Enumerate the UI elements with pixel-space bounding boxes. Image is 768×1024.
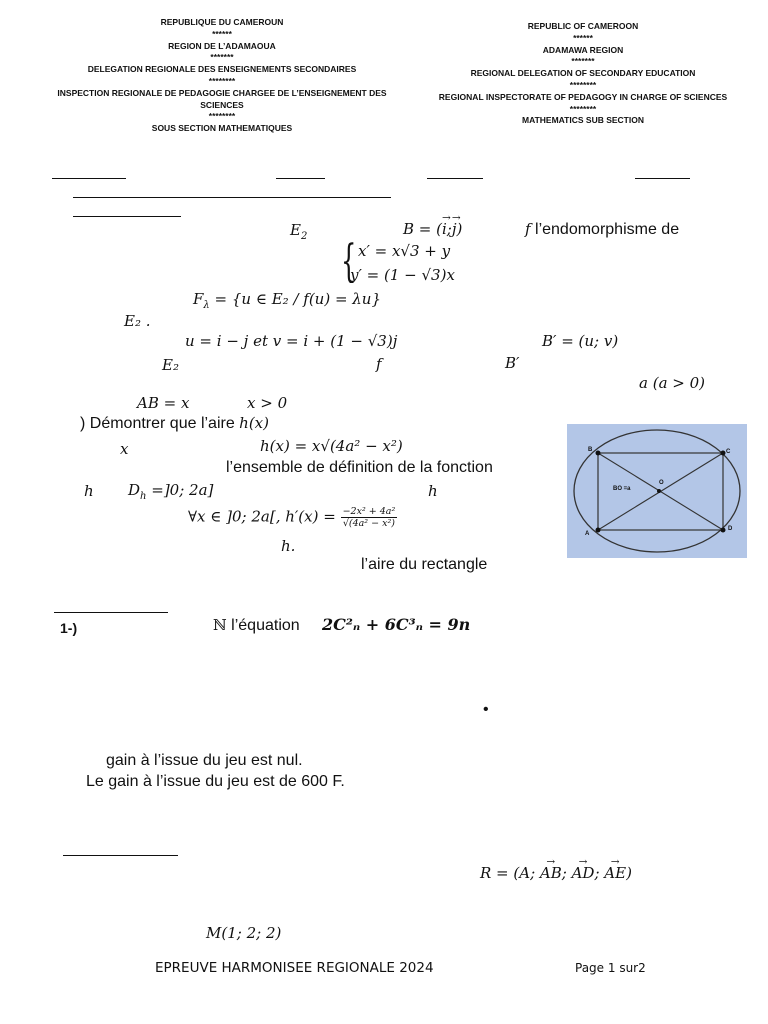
header-en-line: REPUBLIC OF CAMEROON bbox=[527, 21, 639, 31]
endomorphism-text: l’endomorphisme de bbox=[530, 221, 680, 238]
header-fr-line: REGION DE L’ADAMAOUA bbox=[168, 40, 276, 51]
header-french bbox=[52, 17, 392, 135]
gain-600-text: Le gain à l’issue du jeu est de 600 F. bbox=[86, 773, 345, 790]
basis-separator: ; bbox=[446, 220, 452, 238]
f-lambda-set: = {u ∈ E₂ / f(u) = λu} bbox=[209, 290, 381, 308]
header-fr-line: REPUBLIQUE DU CAMEROUN bbox=[160, 17, 284, 27]
e2-symbol: E bbox=[290, 221, 301, 239]
aire-rectangle-text: l’aire du rectangle bbox=[361, 556, 488, 573]
basis-close: ) bbox=[456, 220, 463, 238]
section-underline bbox=[63, 855, 178, 856]
dh-symbol: D bbox=[128, 481, 141, 499]
fraction-denominator: √(4a² − x²) bbox=[342, 518, 395, 529]
header-en-line: ****** bbox=[573, 32, 593, 43]
point-b bbox=[596, 451, 601, 456]
gain-nul-text: gain à l’issue du jeu est nul. bbox=[106, 752, 303, 769]
point-a bbox=[596, 528, 601, 533]
domain-dh bbox=[128, 481, 213, 502]
header-fr-line: DELEGATION REGIONALE DES ENSEIGNEMENTS SECONDAIRES bbox=[87, 64, 357, 75]
equation-line bbox=[213, 616, 300, 635]
blank-line bbox=[276, 178, 325, 179]
x-variable: x bbox=[120, 440, 129, 458]
system-line-1: x′ = x√3 + y bbox=[358, 242, 451, 260]
vectors-uv: u = i − j et v = i + (1 − √3)j bbox=[185, 332, 398, 350]
fraction-numerator: −2x² + 4a² bbox=[342, 506, 396, 517]
blank-line bbox=[73, 197, 391, 198]
system-line-2: y′ = (1 − √3)x bbox=[350, 266, 455, 284]
blank-line bbox=[635, 178, 690, 179]
endomorphism-line bbox=[525, 220, 679, 239]
f-lambda-symbol: F bbox=[193, 290, 204, 308]
label-d: D bbox=[728, 526, 733, 532]
forall-text: ∀x ∈ ]0; 2a[, h′(x) = bbox=[188, 507, 341, 526]
label-bo: BO =a bbox=[613, 486, 631, 492]
blank-line bbox=[52, 178, 126, 179]
repere: R = (A; → AB; → AD; → AE) bbox=[480, 864, 632, 882]
page-number: Page 1 sur2 bbox=[575, 961, 646, 975]
header-fr-line: INSPECTION REGIONALE DE PEDAGOGIE CHARGEE DE L’ENSEIGNEMENT DES bbox=[57, 87, 387, 98]
header-en-line: ADAMAWA REGION bbox=[542, 44, 624, 55]
aire-intro-text: ) Démontrer que l’aire bbox=[80, 415, 240, 432]
f-symbol: f bbox=[525, 220, 531, 238]
label-b: B bbox=[588, 447, 593, 453]
f-again: f bbox=[376, 355, 382, 373]
e2-dot: E₂ . bbox=[124, 312, 151, 330]
vector-j: → j bbox=[452, 220, 457, 238]
e2-sub: 2 bbox=[300, 231, 308, 242]
header-en-line: REGIONAL INSPECTORATE OF PEDAGOGY IN CHARGE OF SCIENCES bbox=[438, 91, 728, 102]
section-underline bbox=[73, 216, 181, 217]
bullet: • bbox=[483, 701, 489, 718]
figure-svg bbox=[567, 424, 747, 558]
h-symbol: h bbox=[84, 482, 94, 500]
label-c: C bbox=[726, 449, 731, 455]
domain-text: l’ensemble de définition de la fonction bbox=[226, 459, 493, 476]
point-c bbox=[721, 451, 726, 456]
blank-line bbox=[427, 178, 483, 179]
question-number: 1-) bbox=[60, 620, 78, 636]
aire-intro bbox=[80, 414, 269, 433]
header-fr-line: ******* bbox=[210, 52, 234, 63]
equation-text: l’équation bbox=[226, 617, 300, 634]
header-en-line: REGIONAL DELEGATION OF SECONDARY EDUCATION bbox=[470, 68, 696, 79]
header-fr-line: SCIENCES bbox=[200, 99, 244, 110]
ab-definition: AB = x bbox=[137, 394, 190, 412]
h-dot: h. bbox=[281, 537, 296, 555]
space-e2 bbox=[290, 221, 307, 242]
e2-again: E₂ bbox=[162, 356, 179, 374]
system-brace: { bbox=[341, 236, 357, 287]
point-m: M(1; 2; 2) bbox=[206, 924, 282, 942]
dh-value: =]0; 2a] bbox=[146, 481, 214, 499]
section-underline bbox=[54, 612, 168, 613]
header-fr-line: ******** bbox=[208, 75, 236, 86]
label-a: A bbox=[585, 531, 590, 537]
point-o bbox=[657, 489, 661, 493]
vector-ad: → AD bbox=[572, 864, 595, 882]
h-definition: h(x) = x√(4a² − x²) bbox=[260, 437, 403, 455]
basis-open: B = ( bbox=[403, 220, 442, 238]
rectangle-circle-figure bbox=[567, 424, 747, 558]
derivative-line bbox=[188, 506, 397, 529]
b-prime-short: B′ bbox=[505, 354, 520, 372]
header-en-line: MATHEMATICS SUB SECTION bbox=[522, 115, 644, 126]
natural-set: ℕ bbox=[213, 616, 227, 634]
footer-title: EPREUVE HARMONISEE REGIONALE 2024 bbox=[155, 960, 434, 976]
header-en-line: ******** bbox=[569, 79, 597, 90]
vector-ae: → AE bbox=[604, 864, 626, 882]
header-fr-line: SOUS SECTION MATHEMATIQUES bbox=[151, 123, 293, 134]
header-fr-line: ******** bbox=[208, 111, 236, 122]
x-positive: x > 0 bbox=[247, 394, 288, 412]
header-en-line: ******* bbox=[571, 56, 595, 67]
dh-sub: h bbox=[140, 491, 147, 502]
header-en-line: ******** bbox=[569, 103, 597, 114]
h-symbol: h bbox=[428, 482, 438, 500]
basis-b-prime: B′ = (u; v) bbox=[542, 332, 619, 350]
basis-b bbox=[403, 220, 462, 238]
a-condition: a (a > 0) bbox=[639, 374, 706, 392]
vector-i: → i bbox=[442, 220, 447, 238]
header-english bbox=[433, 21, 733, 127]
vector-ab: → AB bbox=[540, 864, 562, 882]
label-o: O bbox=[659, 480, 664, 486]
point-d bbox=[721, 528, 726, 533]
header-fr-line: ****** bbox=[212, 28, 232, 39]
combinatorics-equation: 2C²ₙ + 6C³ₙ = 9n bbox=[322, 615, 471, 634]
f-lambda-definition bbox=[193, 290, 381, 311]
f-lambda-sub: λ bbox=[203, 300, 210, 311]
derivative-fraction bbox=[341, 506, 398, 529]
aire-func: h(x) bbox=[239, 414, 269, 432]
